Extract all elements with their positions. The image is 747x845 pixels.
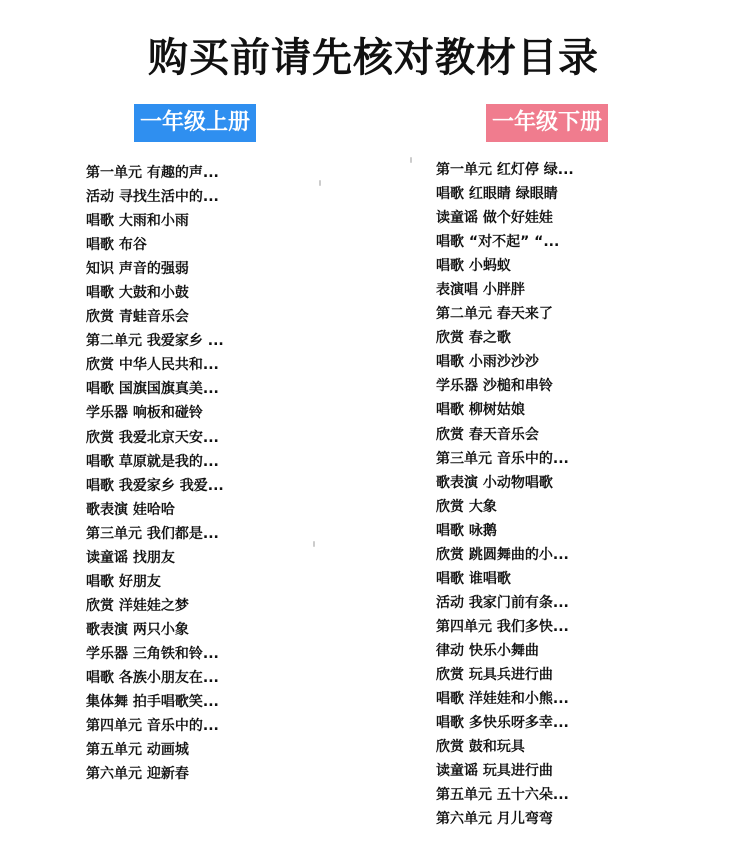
list-item: 学乐器 沙槌和串铃 bbox=[436, 378, 553, 395]
list-item: 第四单元 我们多快... bbox=[436, 618, 569, 635]
list-item: 欣赏 青蛙音乐会 bbox=[86, 309, 189, 326]
list-item: 歌表演 娃哈哈 bbox=[86, 501, 175, 518]
list-item: 学乐器 三角铁和铃... bbox=[86, 645, 219, 662]
list-item: 第五单元 动画城 bbox=[86, 742, 189, 759]
list-item: 第五单元 五十六朵... bbox=[436, 787, 569, 804]
list-item: 第二单元 春天来了 bbox=[436, 306, 553, 323]
speck-mark bbox=[313, 541, 315, 547]
list-item: 第二单元 我爱家乡 ... bbox=[86, 333, 224, 350]
list-item: 第三单元 音乐中的... bbox=[436, 450, 569, 467]
list-item: 欣赏 洋娃娃之梦 bbox=[86, 597, 189, 614]
list-item: 集体舞 拍手唱歌笑... bbox=[86, 694, 219, 711]
list-item: 唱歌 “对不起” “... bbox=[436, 234, 560, 251]
volume-2-badge: 一年级下册 bbox=[486, 104, 608, 142]
volume-1-badge: 一年级上册 bbox=[134, 104, 256, 142]
list-item: 歌表演 两只小象 bbox=[86, 621, 189, 638]
list-item: 活动 我家门前有条... bbox=[436, 594, 569, 611]
list-item: 歌表演 小动物唱歌 bbox=[436, 474, 553, 491]
list-item: 表演唱 小胖胖 bbox=[436, 282, 525, 299]
list-item: 唱歌 大雨和小雨 bbox=[86, 213, 189, 230]
list-item: 唱歌 谁唱歌 bbox=[436, 570, 511, 587]
list-item: 第一单元 红灯停 绿... bbox=[436, 162, 574, 178]
volume-2-contents bbox=[436, 158, 574, 831]
list-item: 第三单元 我们都是... bbox=[86, 525, 219, 542]
list-item: 唱歌 国旗国旗真美... bbox=[86, 381, 219, 398]
list-item: 欣赏 中华人民共和... bbox=[86, 357, 219, 374]
list-item: 欣赏 我爱北京天安... bbox=[86, 429, 219, 446]
list-item: 唱歌 大鼓和小鼓 bbox=[86, 285, 189, 302]
list-item: 欣赏 大象 bbox=[436, 498, 497, 515]
list-item: 活动 寻找生活中的... bbox=[86, 189, 219, 206]
list-item: 读童谣 找朋友 bbox=[86, 549, 175, 566]
list-item: 欣赏 跳圆舞曲的小... bbox=[436, 546, 569, 563]
list-item: 第一单元 有趣的声... bbox=[86, 165, 219, 181]
list-item: 唱歌 草原就是我的... bbox=[86, 453, 219, 470]
list-item: 律动 快乐小舞曲 bbox=[436, 642, 539, 659]
list-item: 唱歌 多快乐呀多幸... bbox=[436, 715, 569, 732]
list-item: 第六单元 迎新春 bbox=[86, 766, 189, 783]
list-item: 唱歌 各族小朋友在... bbox=[86, 669, 219, 686]
list-item: 欣赏 鼓和玩具 bbox=[436, 739, 525, 756]
list-item: 欣赏 春天音乐会 bbox=[436, 426, 539, 443]
list-item: 唱歌 我爱家乡 我爱... bbox=[86, 477, 224, 494]
list-item: 第六单元 月儿弯弯 bbox=[436, 811, 553, 828]
list-item: 第四单元 音乐中的... bbox=[86, 718, 219, 735]
list-item: 唱歌 好朋友 bbox=[86, 573, 161, 590]
speck-mark bbox=[319, 180, 321, 186]
list-item: 唱歌 小雨沙沙沙 bbox=[436, 354, 539, 371]
list-item: 读童谣 玩具进行曲 bbox=[436, 763, 553, 780]
speck-mark bbox=[410, 157, 412, 163]
list-item: 知识 声音的强弱 bbox=[86, 261, 189, 278]
list-item: 学乐器 响板和碰铃 bbox=[86, 405, 203, 422]
page-title: 购买前请先核对教材目录 bbox=[148, 35, 599, 81]
list-item: 唱歌 布谷 bbox=[86, 237, 147, 254]
volume-1-contents bbox=[86, 161, 224, 786]
list-item: 读童谣 做个好娃娃 bbox=[436, 210, 553, 227]
list-item: 唱歌 柳树姑娘 bbox=[436, 402, 525, 419]
list-item: 唱歌 小蚂蚁 bbox=[436, 258, 511, 275]
list-item: 唱歌 洋娃娃和小熊... bbox=[436, 691, 569, 708]
list-item: 唱歌 红眼睛 绿眼睛 bbox=[436, 186, 558, 203]
list-item: 唱歌 咏鹅 bbox=[436, 522, 497, 539]
list-item: 欣赏 春之歌 bbox=[436, 330, 511, 347]
list-item: 欣赏 玩具兵进行曲 bbox=[436, 666, 553, 683]
